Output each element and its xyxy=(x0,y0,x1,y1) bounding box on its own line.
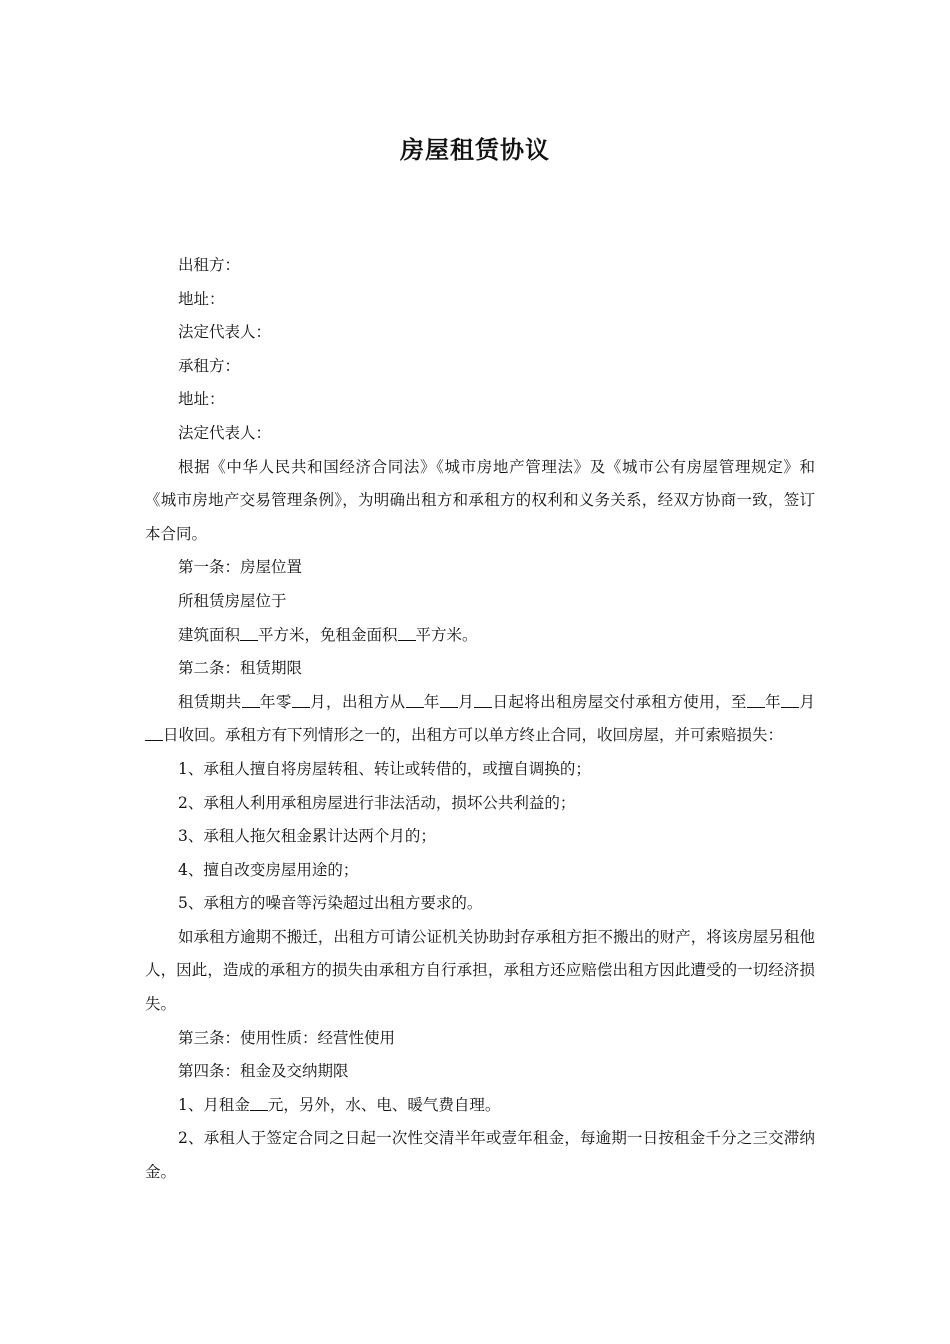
fill-in-blank xyxy=(406,693,424,708)
overstay-paragraph: 如承租方逾期不搬迁，出租方可请公证机关协助封存承租方拒不搬出的财产，将该房屋另租他人，因此，造成的承租方的损失由承租方自行承担，承租方还应赔偿出租方因此遭受的一切经济损失。 xyxy=(145,927,815,1014)
fill-in-blank xyxy=(242,693,260,708)
fill-in-blank xyxy=(240,626,258,641)
lessee-line: 承租方： xyxy=(178,356,241,375)
lessor-line: 出租方： xyxy=(178,256,241,274)
document-title: 房屋租赁协议 xyxy=(400,135,550,164)
fill-in-blank xyxy=(747,693,765,708)
lessor-address-line: 地址： xyxy=(178,289,225,308)
fill-in-blank xyxy=(145,726,163,741)
termination-item-1: 1、承租人擅自将房屋转租、转让或转借的，或擅自调换的； xyxy=(178,759,591,778)
article-3-heading: 第三条：使用性质：经营性使用 xyxy=(178,1028,396,1047)
article-1-location: 所租赁房屋位于 xyxy=(178,591,287,610)
document-body xyxy=(145,249,815,1190)
rent-item-2: 2、承租人于签定合同之日起一次性交清半年或壹年租金，每逾期一日按租金千分之三交滞纳金。 xyxy=(145,1129,815,1182)
preamble-paragraph: 根据《中华人民共和国经济合同法》《城市房地产管理法》及《城市公有房屋管理规定》和《城市房地产交易管理条例》，为明确出租方和承租方的权利和义务关系，经双方协商一致，签订本合同。 xyxy=(145,457,815,543)
article-2-heading: 第二条：租赁期限 xyxy=(178,659,303,678)
fill-in-blank xyxy=(292,693,310,708)
rent-item-1: 1、月租金 元，另外，水、电、暖气费自理。 xyxy=(178,1095,501,1114)
fill-in-blank xyxy=(781,693,799,708)
termination-item-4: 4、擅自改变房屋用途的； xyxy=(178,860,359,879)
fill-in-blank xyxy=(250,1096,268,1111)
lessee-representative-line: 法定代表人： xyxy=(178,423,272,442)
termination-item-3: 3、承租人拖欠租金累计达两个月的； xyxy=(178,827,436,846)
lessee-address-line: 地址： xyxy=(178,390,225,409)
termination-item-5: 5、承租方的噪音等污染超过出租方要求的。 xyxy=(178,894,483,913)
fill-in-blank xyxy=(474,693,492,708)
article-2-term-paragraph: 租赁期共 年零 月，出租方从 年 月 日起将出租房屋交付承租方使用，至 年 月日收回。承租方有下列情形之一的，出租方可以单方终止合同，收回房屋，并可索赔损失： xyxy=(145,686,815,753)
article-4-heading: 第四条：租金及交纳期限 xyxy=(178,1062,349,1081)
article-1-heading: 第一条：房屋位置 xyxy=(178,558,303,577)
article-1-area: 建筑面积 平方米，免租金面积 平方米。 xyxy=(178,625,478,644)
fill-in-blank xyxy=(398,626,416,641)
termination-item-2: 2、承租人利用承租房屋进行非法活动，损坏公共利益的； xyxy=(178,793,576,812)
fill-in-blank xyxy=(440,693,458,708)
lessor-representative-line: 法定代表人： xyxy=(178,323,272,342)
